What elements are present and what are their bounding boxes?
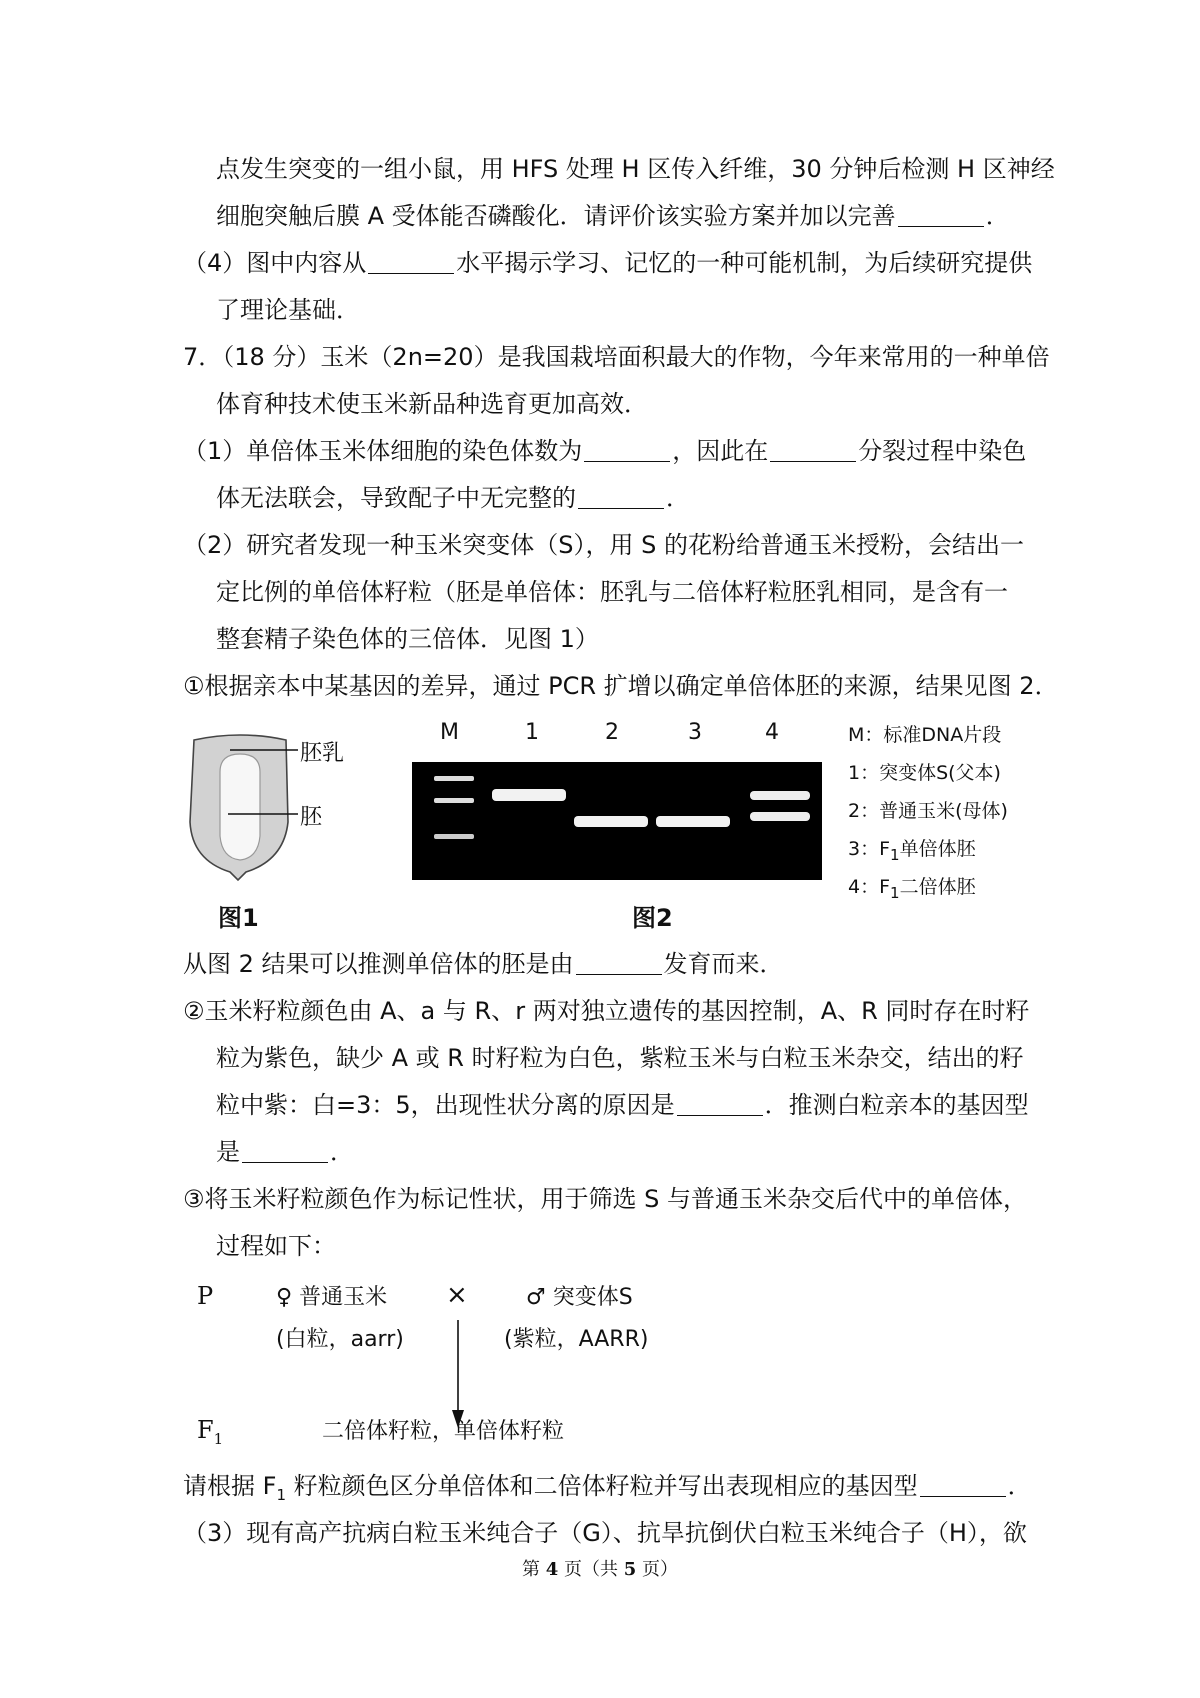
band-lane-4-lower (750, 812, 810, 821)
legend-m: M：标准DNA片段 (848, 724, 1002, 746)
answer-blank[interactable] (242, 1138, 328, 1163)
text-line-4: 了理论基础． (216, 296, 360, 324)
legend-4: 4：$F_1$二倍体胚 (848, 876, 976, 902)
text-line-3: （4）图中内容从 水平揭示学习、记忆的一种可能机制，为后续研究提供 (183, 249, 1033, 277)
figure-1-caption: 图1 (218, 904, 259, 932)
text-line-9: （2）研究者发现一种玉米突变体（S），用 S 的花粉给普通玉米授粉，会结出一 (183, 531, 1024, 559)
answer-blank[interactable] (576, 950, 662, 975)
text-line-12: ①根据亲本中某基因的差异，通过 PCR 扩增以确定单倍体胚的来源，结果见图 2． (183, 672, 1059, 700)
cross-offspring: 二倍体籽粒，单倍体籽粒 (322, 1419, 565, 1444)
answer-blank[interactable] (920, 1472, 1006, 1497)
cross-f1-label: $F_1$ (197, 1416, 224, 1448)
figure-1-kernel (180, 732, 300, 882)
text-line-1: 点发生突变的一组小鼠，用 HFS 处理 H 区传入纤维，30 分钟后检测 H 区神经 (216, 155, 1055, 183)
answer-blank[interactable] (898, 202, 984, 227)
text-line-16: 粒中紫：白=3：5，出现性状分离的原因是 ．推测白粒亲本的基因型 (216, 1091, 1029, 1119)
answer-blank[interactable] (368, 249, 454, 274)
text-line-2: 细胞突触后膜 A 受体能否磷酸化．请评价该实验方案并加以完善 ． (216, 202, 1010, 230)
text-line-6: 体育种技术使玉米新品种选育更加高效． (216, 390, 648, 418)
cross-female: ♀ 普通玉米 (276, 1285, 388, 1310)
lane-label-4: 4 (765, 720, 779, 745)
text-line-10: 定比例的单倍体籽粒（胚是单倍体：胚乳与二倍体籽粒胚乳相同，是含有一 (216, 578, 1008, 606)
text-line-8: 体无法联会，导致配子中无完整的 ． (216, 484, 690, 512)
cross-male-phenotype: (紫粒，AARR) (504, 1327, 649, 1352)
answer-blank[interactable] (770, 437, 856, 462)
figure-2-gel (412, 762, 822, 880)
page-footer: 第 4 页（共 5 页） (522, 1559, 678, 1580)
legend-2: 2：普通玉米(母体) (848, 800, 1008, 822)
endosperm-label: 胚乳 (300, 741, 345, 766)
text-line-13: 从图 2 结果可以推测单倍体的胚是由 发育而来． (183, 950, 784, 978)
marker-band (434, 776, 474, 781)
text-line-11: 整套精子染色体的三倍体．见图 1） (216, 625, 599, 653)
answer-blank[interactable] (677, 1091, 763, 1116)
lane-label-3: 3 (688, 720, 702, 745)
legend-1: 1：突变体S(父本) (848, 762, 1001, 784)
lane-label-m: M (440, 720, 459, 745)
cross-male: ♂ 突变体S (526, 1285, 633, 1310)
band-lane-4-upper (750, 791, 810, 800)
answer-blank[interactable] (578, 484, 664, 509)
marker-band (434, 798, 474, 803)
embryo-label: 胚 (300, 805, 323, 830)
text-line-21: （3）现有高产抗病白粒玉米纯合子（G）、抗旱抗倒伏白粒玉米纯合子（H），欲 (183, 1519, 1027, 1547)
figure-2-caption: 图2 (632, 904, 673, 932)
band-lane-2 (574, 816, 648, 827)
question-7-title: 7．（18 分）玉米（2n=20）是我国栽培面积最大的作物，今年来常用的一种单倍 (183, 343, 1050, 371)
text-line-14: ②玉米籽粒颜色由 A、a 与 R、r 两对独立遗传的基因控制，A、R 同时存在时籽 (183, 997, 1030, 1025)
cross-times-sign: × (446, 1280, 468, 1310)
legend-3: 3：$F_1$单倍体胚 (848, 838, 976, 864)
text-line-20: 请根据 $F_1$ 籽粒颜色区分单倍体和二倍体籽粒并写出表现相应的基因型 ． (183, 1472, 1032, 1504)
band-lane-3 (656, 816, 730, 827)
cross-female-phenotype: (白粒，aarr) (276, 1327, 404, 1352)
lane-label-1: 1 (525, 720, 539, 745)
text-line-17: 是 ． (216, 1138, 354, 1166)
text-line-7: （1）单倍体玉米体细胞的染色体数为 ，因此在 分裂过程中染色 (183, 437, 1027, 465)
answer-blank[interactable] (584, 437, 670, 462)
lane-label-2: 2 (605, 720, 619, 745)
text-line-19: 过程如下： (216, 1232, 336, 1260)
text-line-15: 粒为紫色，缺少 A 或 R 时籽粒为白色，紫粒玉米与白粒玉米杂交，结出的籽 (216, 1044, 1024, 1072)
marker-band (434, 834, 474, 839)
band-lane-1 (492, 789, 566, 801)
text-line-18: ③将玉米籽粒颜色作为标记性状，用于筛选 S 与普通玉米杂交后代中的单倍体， (183, 1185, 1028, 1213)
cross-p-label: P (197, 1282, 214, 1310)
